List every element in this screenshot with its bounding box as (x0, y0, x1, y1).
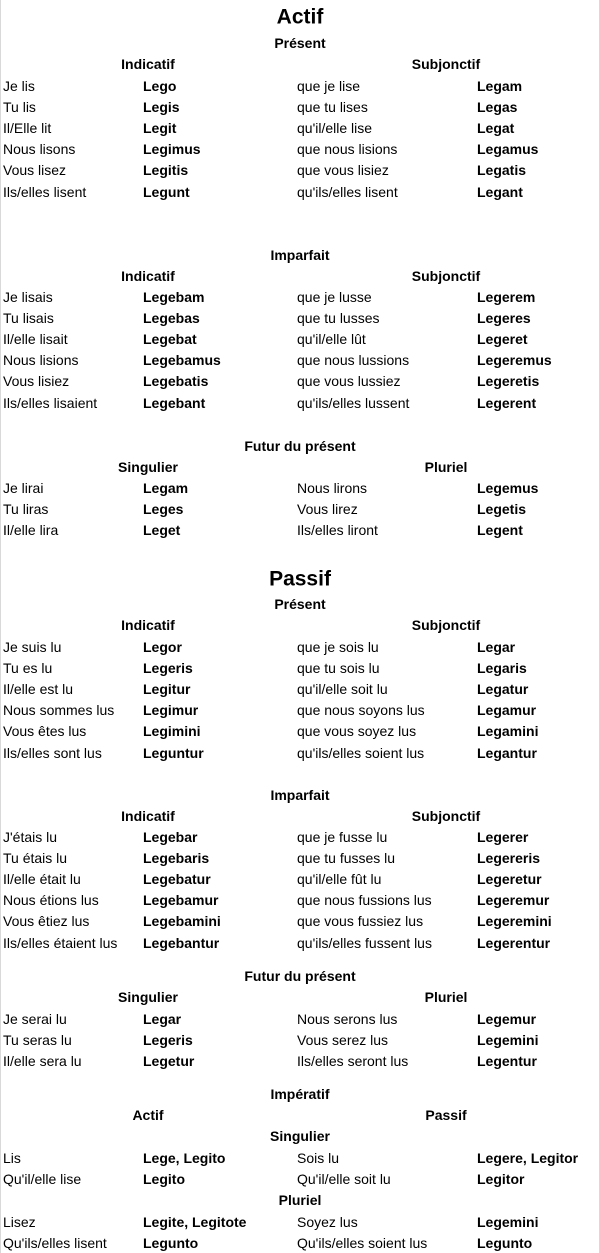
latin-form-right: Legamus (477, 141, 539, 158)
latin-form-left: Legimus (143, 141, 201, 158)
french-form-right: que vous fussiez lus (297, 913, 424, 930)
french-form-left: Vous lisez (3, 162, 67, 179)
latin-form-right: Legemini (477, 1032, 539, 1049)
french-form-right: qu'ils/elles fussent lus (297, 934, 432, 951)
french-form-left: Vous êtiez lus (3, 913, 90, 930)
latin-form-right: Legerentur (477, 934, 551, 951)
french-form-right: que tu lusses (297, 310, 380, 327)
left-border (0, 0, 1, 1253)
french-form-left: Lis (3, 1150, 21, 1166)
latin-form-right: Legentur (477, 1053, 537, 1070)
french-form-right: que nous lisions (297, 141, 398, 158)
latin-form-left: Legitur (143, 681, 191, 698)
french-form-left: Je suis lu (3, 639, 62, 655)
french-form-right: que je lusse (297, 289, 372, 305)
column-header-right: Subjonctif (411, 808, 481, 824)
french-form-right: que tu fusses lu (297, 850, 396, 867)
latin-form-right: Legerem (477, 289, 536, 305)
latin-form-right: Legeremur (477, 892, 550, 909)
column-header-right: Passif (425, 1107, 467, 1123)
latin-form-left: Lego (143, 78, 177, 94)
latin-form-right: Legere, Legitor (477, 1150, 579, 1166)
latin-form-right: Legerer (477, 829, 529, 845)
french-form-left: Je lis (3, 78, 35, 94)
french-form-left: Il/elle lisait (3, 331, 68, 348)
latin-form-left: Legitis (143, 162, 189, 179)
column-header-left: Indicatif (121, 268, 175, 284)
tense-title: Imparfait (270, 787, 330, 803)
french-form-right: Ils/elles liront (297, 522, 378, 539)
french-form-right: que nous lussions (297, 352, 410, 369)
french-form-left: Nous étions lus (3, 892, 99, 909)
column-header-right: Subjonctif (411, 56, 481, 72)
latin-form-left: Legebamus (143, 352, 221, 369)
french-form-right: que je fusse lu (297, 829, 388, 845)
french-form-right: Vous lirez (297, 501, 358, 518)
french-form-right: Soyez lus (297, 1213, 358, 1230)
latin-form-right: Legas (477, 99, 518, 116)
latin-form-left: Legebat (143, 331, 197, 348)
latin-form-right: Legemur (477, 1011, 537, 1027)
column-header-left: Singulier (118, 459, 178, 475)
column-header-right: Pluriel (424, 989, 468, 1005)
french-form-left: Lisez (3, 1213, 36, 1230)
voice-title-passif: Passif (269, 567, 331, 591)
french-form-left: Vous êtes lus (3, 723, 87, 740)
voice-title-actif: Actif (276, 5, 324, 29)
french-form-right: Nous serons lus (297, 1011, 398, 1027)
french-form-left: Tu lisais (3, 310, 54, 327)
french-form-right: qu'ils/elles lisent (297, 183, 398, 200)
french-form-left: J'étais lu (3, 829, 58, 845)
french-form-left: Je lisais (3, 289, 53, 305)
french-form-right: que tu lises (297, 99, 368, 116)
french-form-right: qu'ils/elles lussent (297, 394, 410, 411)
latin-form-right: Legunto (477, 1234, 533, 1251)
latin-form-left: Legebar (143, 829, 198, 845)
french-form-left: Il/elle lira (3, 522, 59, 539)
latin-form-right: Legeremini (477, 913, 552, 930)
french-form-right: Sois lu (297, 1150, 340, 1166)
french-form-right: qu'il/elle lise (297, 120, 373, 137)
latin-form-left: Legebantur (143, 934, 220, 951)
latin-form-right: Legemini (477, 1213, 539, 1230)
latin-form-left: Lege, Legito (143, 1150, 226, 1166)
latin-form-right: Legent (477, 522, 523, 539)
french-form-left: Ils/elles sont lus (3, 744, 102, 761)
french-form-left: Qu'ils/elles lisent (3, 1234, 107, 1251)
french-form-left: Je serai lu (3, 1011, 67, 1027)
latin-form-left: Legebatis (143, 373, 209, 390)
latin-form-right: Legemus (477, 480, 539, 496)
latin-form-right: Legamini (477, 723, 539, 740)
latin-form-left: Legis (143, 99, 180, 116)
french-form-left: Il/elle était lu (3, 871, 81, 888)
latin-form-left: Leget (143, 522, 181, 539)
latin-form-left: Legebant (143, 394, 206, 411)
latin-form-left: Leges (143, 501, 184, 518)
column-header-left: Indicatif (121, 56, 175, 72)
french-form-right: que vous lussiez (297, 373, 401, 390)
subsection-title: Pluriel (278, 1192, 322, 1208)
latin-form-right: Legant (477, 183, 523, 200)
latin-form-left: Legito (143, 1171, 185, 1188)
french-form-right: qu'ils/elles soient lus (297, 744, 425, 761)
latin-form-left: Legebaris (143, 850, 210, 867)
column-header-left: Singulier (118, 989, 178, 1005)
subsection-title: Singulier (270, 1128, 330, 1144)
latin-form-right: Legatis (477, 162, 527, 179)
latin-form-left: Legimini (143, 723, 201, 740)
tense-title: Futur du présent (244, 438, 356, 454)
latin-form-left: Leguntur (143, 744, 204, 761)
french-form-right: qu'il/elle fût lu (297, 871, 382, 888)
french-form-right: que vous lisiez (297, 162, 389, 179)
column-header-left: Indicatif (121, 808, 175, 824)
latin-form-left: Legebamini (143, 913, 221, 930)
french-form-left: Ils/elles étaient lus (3, 934, 118, 951)
column-header-left: Actif (132, 1107, 164, 1123)
french-form-left: Tu liras (3, 501, 49, 518)
column-header-right: Pluriel (424, 459, 468, 475)
latin-form-right: Legantur (477, 744, 537, 761)
latin-form-left: Legunt (143, 183, 190, 200)
french-form-left: Il/elle sera lu (3, 1053, 82, 1070)
tense-title: Futur du présent (244, 968, 356, 984)
french-form-left: Tu étais lu (3, 850, 68, 867)
latin-form-right: Legaris (477, 660, 527, 677)
french-form-right: que nous fussions lus (297, 892, 432, 909)
french-form-left: Je lirai (3, 480, 44, 496)
french-form-right: que je sois lu (297, 639, 379, 655)
latin-form-left: Legunto (143, 1234, 199, 1251)
column-header-left: Indicatif (121, 617, 175, 633)
latin-form-left: Legeris (143, 1032, 193, 1049)
latin-form-left: Legebatur (143, 871, 211, 888)
latin-form-right: Legerent (477, 394, 537, 411)
french-form-left: Ils/elles lisaient (3, 394, 98, 411)
french-form-right: Qu'il/elle soit lu (297, 1171, 391, 1188)
french-form-right: Qu'ils/elles soient lus (297, 1234, 428, 1251)
latin-form-left: Legite, Legitote (143, 1213, 247, 1230)
french-form-left: Qu'il/elle lise (3, 1171, 82, 1188)
french-form-right: que je lise (297, 78, 361, 94)
french-form-right: Nous lirons (297, 480, 368, 496)
french-form-right: que vous soyez lus (297, 723, 417, 740)
latin-form-right: Legam (477, 78, 523, 94)
tense-title: Présent (274, 35, 326, 51)
latin-form-left: Legebam (143, 289, 205, 305)
latin-form-left: Legeris (143, 660, 193, 677)
french-form-left: Tu es lu (3, 660, 53, 677)
french-form-left: Nous lisions (3, 352, 79, 369)
latin-form-left: Legit (143, 120, 177, 137)
latin-form-right: Legeret (477, 331, 528, 348)
french-form-left: Nous lisons (3, 141, 76, 158)
french-form-right: qu'il/elle lût (297, 331, 366, 348)
tense-title: Impératif (270, 1086, 330, 1102)
latin-form-left: Legam (143, 480, 189, 496)
french-form-left: Tu lis (3, 99, 36, 116)
french-form-left: Tu seras lu (3, 1032, 72, 1049)
latin-form-right: Legamur (477, 702, 537, 719)
latin-form-left: Legebas (143, 310, 200, 327)
latin-form-right: Legar (477, 639, 516, 655)
french-form-left: Nous sommes lus (3, 702, 115, 719)
latin-form-right: Legeretis (477, 373, 540, 390)
latin-form-right: Legeretur (477, 871, 542, 888)
latin-form-left: Legar (143, 1011, 182, 1027)
column-header-right: Subjonctif (411, 268, 481, 284)
french-form-right: que tu sois lu (297, 660, 380, 677)
french-form-right: Vous serez lus (297, 1032, 389, 1049)
latin-form-right: Legetis (477, 501, 527, 518)
french-form-right: que nous soyons lus (297, 702, 425, 719)
french-form-right: Ils/elles seront lus (297, 1053, 409, 1070)
latin-form-right: Legeres (477, 310, 531, 327)
tense-title: Imparfait (270, 247, 330, 263)
latin-form-right: Legitor (477, 1171, 525, 1188)
french-form-left: Vous lisiez (3, 373, 70, 390)
latin-form-left: Legimur (143, 702, 199, 719)
latin-form-right: Legeremus (477, 352, 552, 369)
french-form-right: qu'il/elle soit lu (297, 681, 388, 698)
latin-form-left: Legebamur (143, 892, 219, 909)
latin-form-right: Legatur (477, 681, 529, 698)
latin-form-right: Legereris (477, 850, 541, 867)
column-header-right: Subjonctif (411, 617, 481, 633)
french-form-left: Il/elle est lu (3, 681, 74, 698)
tense-title: Présent (274, 596, 326, 612)
latin-form-right: Legat (477, 120, 515, 137)
latin-form-left: Legetur (143, 1053, 195, 1070)
french-form-left: Ils/elles lisent (3, 183, 87, 200)
latin-form-left: Legor (143, 639, 182, 655)
french-form-left: Il/Elle lit (3, 120, 52, 137)
